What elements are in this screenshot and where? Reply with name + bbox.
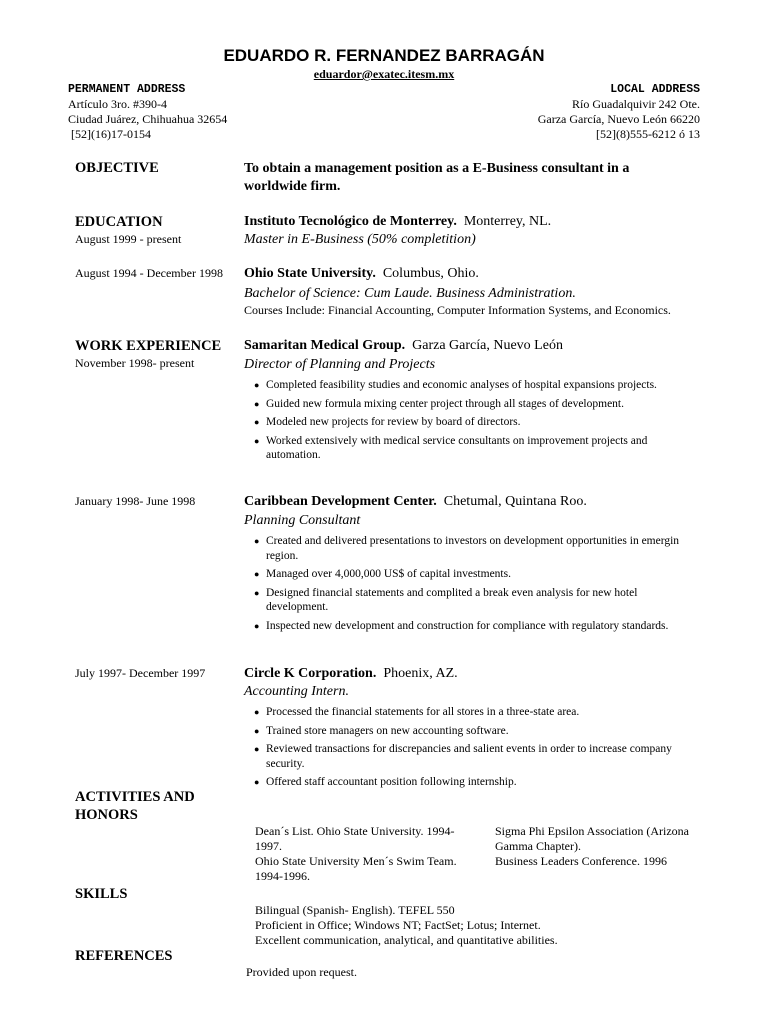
activities-heading: ACTIVITIES AND: [75, 789, 195, 805]
job-bullets: [252, 705, 692, 794]
skills-heading: SKILLS: [75, 886, 128, 902]
activities-heading-line2: HONORS: [75, 807, 138, 823]
permanent-address: [68, 82, 227, 142]
work-heading: WORK EXPERIENCE: [75, 338, 222, 354]
job-date: July 1997- December 1997: [75, 666, 206, 680]
education-date: August 1999 - present: [75, 232, 182, 246]
email-line: [0, 67, 768, 82]
institution-location: Monterrey, NL.: [463, 214, 552, 229]
job-title: Director of Planning and Projects: [244, 357, 436, 372]
employer-name: Samaritan Medical Group.: [244, 338, 406, 353]
list-item: ● Worked extensively with medical service consultants on improvement projects and automation.: [252, 434, 692, 463]
employer-location: Chetumal, Quintana Roo.: [443, 494, 587, 509]
local-phone: [52](8)555-6212 ó 13: [596, 127, 700, 141]
job-date: November 1998- present: [75, 356, 195, 370]
objective-text: To obtain a management position as a E-Business consultant in a worldwide firm.: [244, 161, 630, 194]
job-employer: [244, 666, 458, 682]
job-date: January 1998- June 1998: [75, 494, 196, 508]
skill-item: Bilingual (Spanish- English). TEFEL 550: [255, 903, 455, 917]
skill-item: Proficient in Office; Windows NT; FactSet; Lotus; Internet.: [255, 918, 541, 932]
employer-location: Garza García, Nuevo León: [412, 338, 563, 353]
references-text: Provided upon request.: [246, 965, 357, 979]
permanent-address-line: Ciudad Juárez, Chihuahua 32654: [68, 112, 228, 126]
activities-left-column: [255, 824, 480, 884]
activity-item: Dean´s List. Ohio State University. 1994-1997.: [255, 824, 455, 853]
institution-location: Columbus, Ohio.: [382, 266, 479, 281]
list-item: ● Reviewed transactions for discrepancies and salient events in order to increase company security.: [252, 742, 692, 771]
local-address: [538, 82, 700, 142]
permanent-address-line: Artículo 3ro. #390-4: [68, 97, 167, 111]
list-item: ● Completed feasibility studies and economic analyses of hospital expansions projects.: [252, 378, 692, 393]
resume-name: EDUARDO R. FERNANDEZ BARRAGÁN: [223, 46, 545, 65]
activity-item: Ohio State University Men´s Swim Team. 1994-1996.: [255, 854, 457, 883]
references-heading: REFERENCES: [75, 948, 173, 964]
education-heading: EDUCATION: [75, 214, 163, 230]
job-title: Accounting Intern.: [244, 684, 349, 699]
employer-location: Phoenix, AZ.: [383, 666, 458, 681]
permanent-phone: [52](16)17-0154: [71, 127, 151, 141]
activity-item: Sigma Phi Epsilon Association (Arizona Gamma Chapter).: [495, 824, 689, 853]
list-item: ● Inspected new development and construction for compliance with regulatory standards.: [252, 619, 692, 634]
institution-name: Instituto Tecnológico de Monterrey.: [244, 214, 457, 229]
skill-item: Excellent communication, analytical, and quantitative abilities.: [255, 933, 558, 947]
education-institution: [244, 214, 551, 230]
list-item: ● Created and delivered presentations to investors on development opportunities in emergin region.: [252, 534, 692, 563]
job-bullets: [252, 378, 692, 467]
email-link[interactable]: eduardor@exatec.itesm.mx: [313, 67, 455, 81]
job-title: Planning Consultant: [244, 513, 361, 528]
local-address-label: LOCAL ADDRESS: [610, 83, 700, 96]
permanent-address-label: PERMANENT ADDRESS: [68, 83, 186, 96]
local-address-line: Garza García, Nuevo León 66220: [537, 112, 700, 126]
list-item: ● Processed the financial statements for all stores in a three-state area.: [252, 705, 692, 720]
list-item: ● Managed over 4,000,000 US$ of capital investments.: [252, 567, 692, 582]
job-employer: [244, 338, 563, 354]
activity-item: Business Leaders Conference. 1996: [495, 854, 667, 868]
education-courses: Courses Include: Financial Accounting, Computer Information Systems, and Economics.: [244, 303, 671, 317]
list-item: ● Guided new formula mixing center project through all stages of development.: [252, 397, 692, 412]
education-date: August 1994 - December 1998: [75, 266, 223, 280]
education-institution: [244, 266, 479, 282]
list-item: ● Designed financial statements and complited a break even analysis for new hotel development.: [252, 586, 692, 615]
institution-name: Ohio State University.: [244, 266, 376, 281]
education-degree: Bachelor of Science: Cum Laude. Business Administration.: [244, 286, 576, 301]
objective-heading: OBJECTIVE: [75, 160, 159, 176]
job-bullets: [252, 534, 692, 637]
activities-right-column: [495, 824, 695, 869]
list-item: ● Trained store managers on new accounting software.: [252, 724, 692, 739]
list-item: ● Modeled new projects for review by board of directors.: [252, 415, 692, 430]
local-address-line: Río Guadalquivir 242 Ote.: [572, 97, 700, 111]
list-item: ● Offered staff accountant position following internship.: [252, 775, 692, 790]
employer-name: Caribbean Development Center.: [244, 494, 437, 509]
education-degree: Master in E-Business (50% completition): [244, 232, 476, 247]
skills-list: [255, 903, 558, 948]
employer-name: Circle K Corporation.: [244, 666, 377, 681]
job-employer: [244, 494, 587, 510]
